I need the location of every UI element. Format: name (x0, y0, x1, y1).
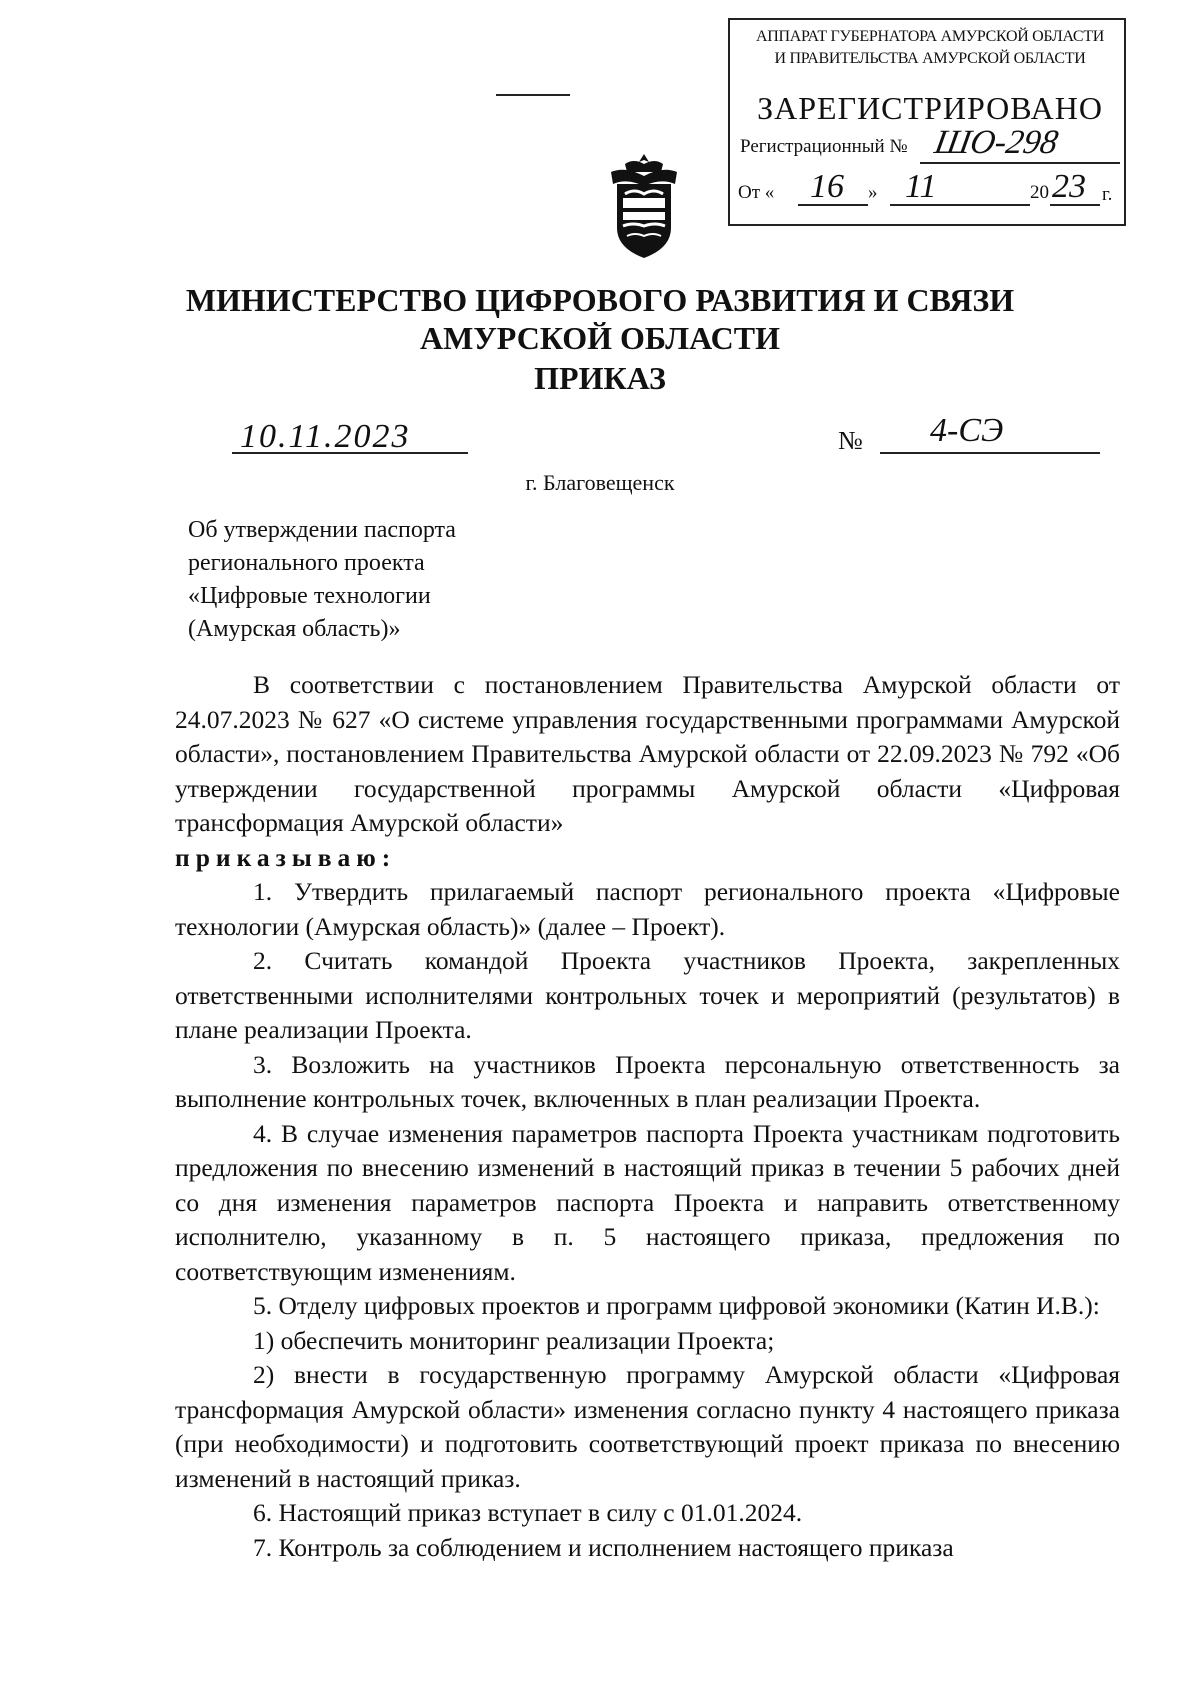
order-subject (188, 514, 456, 646)
order-body (175, 668, 1120, 1565)
coat-of-arms-emblem (603, 150, 685, 262)
stamp-regno-label: Регистрационный № (740, 136, 908, 157)
stamp-org-line-2: И ПРАВИТЕЛЬСТВА АМУРСКОЙ ОБЛАСТИ (774, 50, 1086, 67)
order-word: приказываю: (175, 842, 397, 872)
order-number: 4-СЭ (930, 412, 1004, 449)
document-type-title: ПРИКАЗ (534, 360, 666, 396)
clause-7: 7. Контроль за соблюдением и исполнением настоящего приказа (253, 1532, 954, 1562)
subject-line: «Цифровые технологии (188, 583, 431, 609)
clause-5-2: 2) внести в государственную программу Амурской области «Цифровая трансформация Амурской области» изменения согласно пункту 4 настоящего приказа (при необходимости) и подготовить соответствующий проект приказа по внесению изменений в настоящий приказ. (175, 1360, 1120, 1493)
stamp-registered-label: ЗАРЕГИСТРИРОВАНО (757, 90, 1103, 126)
stamp-quote-close: » (868, 182, 878, 203)
stamp-year-g: г. (1102, 184, 1113, 205)
order-number-underline (880, 452, 1100, 454)
top-stroke-line (496, 94, 570, 96)
ministry-title-line-2: АМУРСКОЙ ОБЛАСТИ (420, 320, 780, 356)
stamp-month-value: 11 (905, 168, 937, 205)
clause-1: 1. Утвердить прилагаемый паспорт регионального проекта «Цифровые технологии (Амурская область)» (далее – Проект). (175, 877, 1120, 941)
stamp-year-prefix: 20 (1030, 182, 1049, 203)
stamp-regno-underline (920, 162, 1120, 164)
registration-stamp (728, 18, 1126, 226)
order-date-underline (232, 452, 468, 454)
clause-5-1: 1) обеспечить мониторинг реализации Проекта; (253, 1325, 775, 1355)
stamp-regno-value: ШО-298 (931, 124, 1061, 161)
order-date: 10.11.2023 (240, 418, 411, 455)
subject-line: (Амурская область)» (188, 616, 401, 642)
clause-3: 3. Возложить на участников Проекта персональную ответственность за выполнение контрольных точек, включенных в план реализации Проекта. (175, 1049, 1120, 1113)
coat-of-arms-icon (603, 150, 685, 262)
clause-2: 2. Считать командой Проекта участников Проекта, закрепленных ответственными исполнителями контрольных точек и мероприятий (результатов) в плане реализации Проекта. (175, 946, 1120, 1044)
clause-5: 5. Отделу цифровых проектов и программ цифровой экономики (Катин И.В.): (253, 1291, 1100, 1320)
clause-4: 4. В случае изменения параметров паспорта Проекта участникам подготовить предложения по внесению изменений в настоящий приказ в течении 5 рабочих дней со дня изменения параметров паспорта Проекта и направить ответственному исполнителю, указанному в п. 5 настоящего приказа, предложения по соответствующим изменениям. (175, 1118, 1120, 1286)
stamp-day-value: 16 (810, 168, 844, 205)
stamp-org-line-1: АППАРАТ ГУБЕРНАТОРА АМУРСКОЙ ОБЛАСТИ (755, 28, 1105, 45)
subject-line: регионального проекта (188, 550, 425, 576)
preamble-paragraph: В соответствии с постановлением Правительства Амурской области от 24.07.2023 № 627 «О системе управления государственными программами Амурской области», постановлением Правительства Амурской области от 22.09.2023 № 792 «Об утверждении государственной программы Амурской области «Цифровая трансформация Амурской области» (175, 670, 1120, 837)
subject-line: Об утверждении паспорта (188, 517, 456, 543)
clause-6: 6. Настоящий приказ вступает в силу с 01.01.2024. (253, 1498, 803, 1527)
number-sign: № (838, 426, 863, 455)
stamp-year-suffix: 23 (1052, 168, 1086, 205)
city-label: г. Благовещенск (525, 470, 675, 495)
ministry-title-line-1: МИНИСТЕРСТВО ЦИФРОВОГО РАЗВИТИЯ И СВЯЗИ (185, 282, 1015, 318)
stamp-from-label: От « (738, 182, 775, 203)
